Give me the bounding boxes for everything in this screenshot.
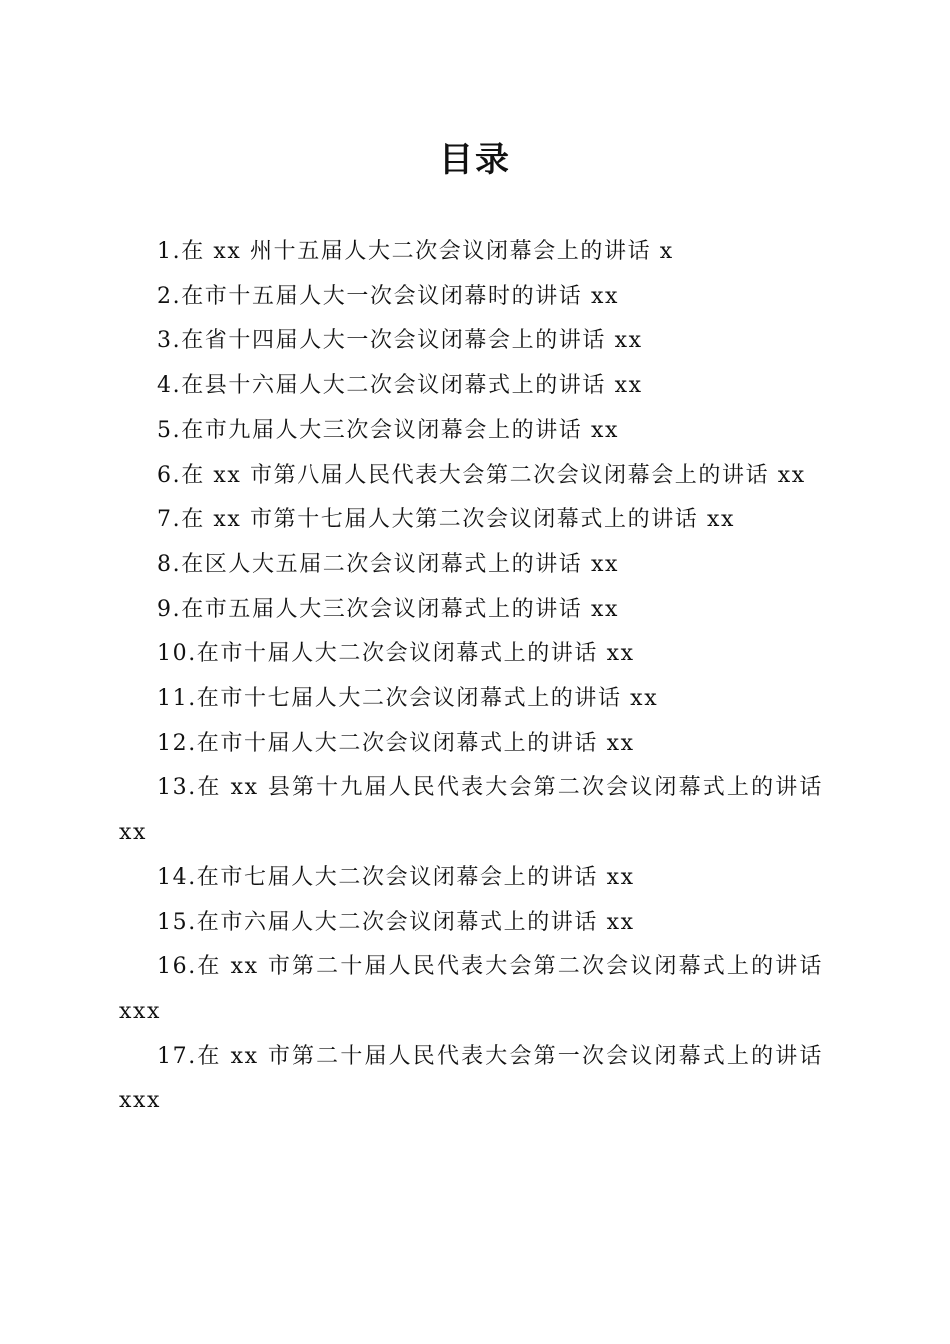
toc-item: 15.在市六届人大二次会议闭幕式上的讲话 xx bbox=[157, 909, 635, 935]
toc-item: 9.在市五届人大三次会议闭幕式上的讲话 xx bbox=[157, 596, 619, 622]
toc-item: 16.在 xx 市第二十届人民代表大会第二次会议闭幕式上的讲话 xxx bbox=[119, 954, 823, 1024]
toc-item: 17.在 xx 市第二十届人民代表大会第一次会议闭幕式上的讲话 xxx bbox=[119, 1043, 823, 1114]
toc-item: 2.在市十五届人大一次会议闭幕时的讲话 xx bbox=[157, 283, 619, 309]
toc-item: 5.在市九届人大三次会议闭幕会上的讲话 xx bbox=[157, 417, 619, 443]
toc-item: 6.在 xx 市第八届人民代表大会第二次会议闭幕会上的讲话 xx bbox=[157, 462, 806, 488]
toc-item: 11.在市十七届人大二次会议闭幕式上的讲话 xx bbox=[157, 686, 659, 712]
page-title: 目录 bbox=[439, 140, 511, 180]
toc-item: 13.在 xx 县第十九届人民代表大会第二次会议闭幕式上的讲话 xx bbox=[119, 775, 823, 846]
toc-item: 1.在 xx 州十五届人大二次会议闭幕会上的讲话 x bbox=[157, 239, 674, 264]
toc-item: 7.在 xx 市第十七届人大第二次会议闭幕式上的讲话 xx bbox=[157, 507, 735, 533]
toc-item: 10.在市十届人大二次会议闭幕式上的讲话 xx bbox=[157, 641, 635, 667]
toc-item: 12.在市十届人大二次会议闭幕式上的讲话 xx bbox=[157, 730, 635, 756]
toc-item: 8.在区人大五届二次会议闭幕式上的讲话 xx bbox=[157, 551, 619, 577]
toc-item: 14.在市七届人大二次会议闭幕会上的讲话 xx bbox=[157, 864, 635, 890]
toc-item: 4.在县十六届人大二次会议闭幕式上的讲话 xx bbox=[157, 373, 643, 399]
toc-item: 3.在省十四届人大一次会议闭幕会上的讲话 xx bbox=[157, 328, 643, 354]
table-of-contents bbox=[119, 230, 823, 1124]
